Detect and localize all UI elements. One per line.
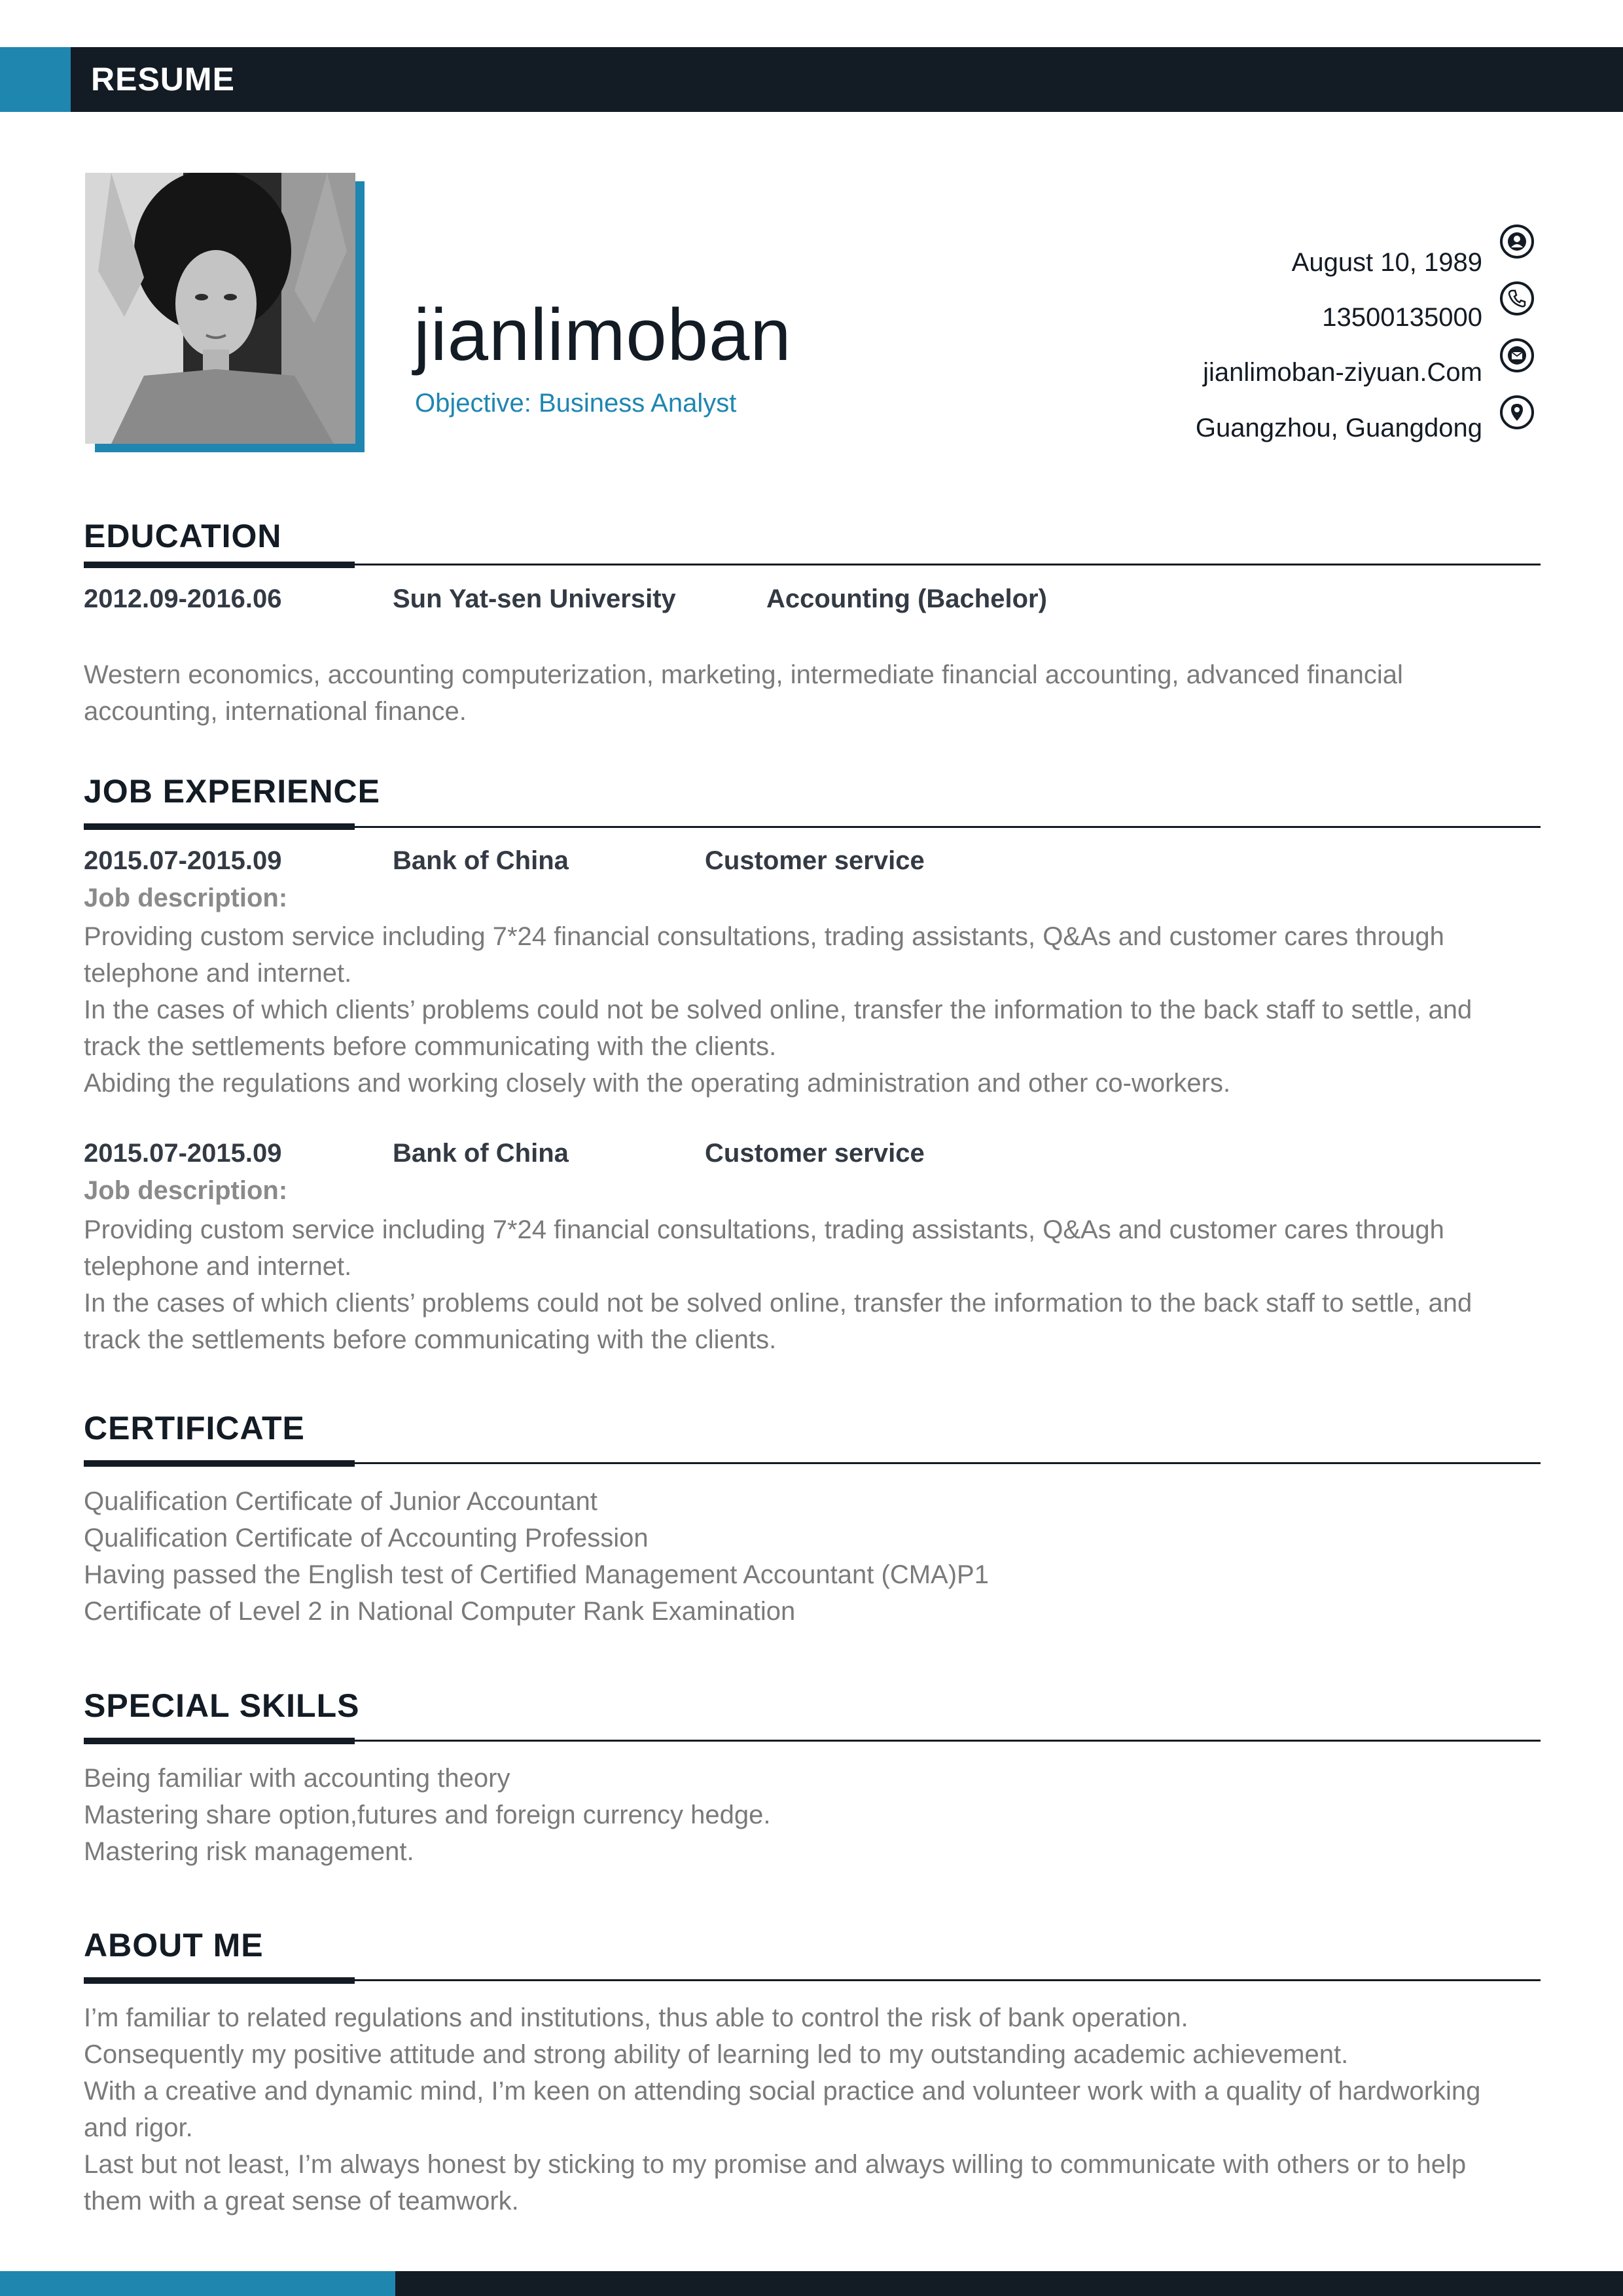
skill-item: Mastering risk management. xyxy=(84,1837,414,1866)
contact-birthday: August 10, 1989 xyxy=(1291,248,1482,277)
job-role: Customer service xyxy=(705,846,925,875)
job-period: 2015.07-2015.09 xyxy=(84,1139,282,1168)
job-role: Customer service xyxy=(705,1139,925,1168)
about-heading: ABOUT ME xyxy=(84,1927,264,1964)
education-school: Sun Yat-sen University xyxy=(393,584,676,613)
about-line: Consequently my positive attitude and strong ability of learning led to my outstanding academic achievement. xyxy=(84,2040,1349,2069)
profile-photo xyxy=(85,173,355,444)
education-courses: Western economics, accounting computerization, marketing, intermediate financial accounting, advanced financial accounting, international finance. xyxy=(84,660,1403,726)
about-line: I’m familiar to related regulations and institutions, thus able to control the risk of bank operation. xyxy=(84,2003,1188,2032)
job-description-line: Providing custom service including 7*24 financial consultations, trading assistants, Q&As and customer cares through telephone and internet. xyxy=(84,922,1444,988)
job-description-label: Job description: xyxy=(84,1176,288,1205)
footer-bar xyxy=(0,2271,1623,2296)
section-divider-accent xyxy=(84,823,355,830)
job-description-line: Providing custom service including 7*24 financial consultations, trading assistants, Q&As and customer cares through telephone and internet. xyxy=(84,1215,1444,1281)
header-banner xyxy=(0,47,1623,112)
education-period: 2012.09-2016.06 xyxy=(84,584,282,613)
job-description-label: Job description: xyxy=(84,884,288,912)
job-description-line: In the cases of which clients’ problems could not be solved online, transfer the information to the back staff to settle, and track the settlements before communicating with the clients. xyxy=(84,996,1472,1061)
person-icon xyxy=(1500,224,1534,259)
education-major: Accounting (Bachelor) xyxy=(766,584,1047,613)
section-divider-accent xyxy=(84,1460,355,1467)
certificate-item: Qualification Certificate of Junior Accountant xyxy=(84,1487,597,1516)
experience-heading: JOB EXPERIENCE xyxy=(84,773,381,810)
contact-phone: 13500135000 xyxy=(1322,303,1482,332)
section-divider-accent xyxy=(84,1977,355,1984)
job-company: Bank of China xyxy=(393,1139,569,1168)
resume-title: RESUME xyxy=(91,61,235,98)
job-description-line: Abiding the regulations and working closely with the operating administration and other co-workers. xyxy=(84,1069,1231,1098)
section-divider-accent xyxy=(84,562,355,568)
certificate-item: Having passed the English test of Certified Management Accountant (CMA)P1 xyxy=(84,1560,989,1589)
skills-heading: SPECIAL SKILLS xyxy=(84,1687,360,1724)
about-line: Last but not least, I’m always honest by sticking to my promise and always willing to communicate with others or to help them with a great sense of teamwork. xyxy=(84,2150,1467,2215)
location-pin-icon xyxy=(1500,395,1534,429)
job-period: 2015.07-2015.09 xyxy=(84,846,282,875)
banner-accent-block xyxy=(0,47,71,112)
phone-icon xyxy=(1500,281,1534,315)
certificate-item: Certificate of Level 2 in National Computer Rank Examination xyxy=(84,1597,796,1626)
contact-location: Guangzhou, Guangdong xyxy=(1195,414,1482,442)
certificate-heading: CERTIFICATE xyxy=(84,1410,305,1446)
education-heading: EDUCATION xyxy=(84,518,282,554)
job-company: Bank of China xyxy=(393,846,569,875)
contact-email: jianlimoban-ziyuan.Com xyxy=(1203,358,1482,387)
footer-accent-block xyxy=(0,2271,395,2296)
candidate-name: jianlimoban xyxy=(414,294,792,376)
certificate-item: Qualification Certificate of Accounting Profession xyxy=(84,1524,649,1552)
section-divider-accent xyxy=(84,1738,355,1744)
skill-item: Mastering share option,futures and foreign currency hedge. xyxy=(84,1801,771,1829)
skill-item: Being familiar with accounting theory xyxy=(84,1764,510,1793)
objective-text: Objective: Business Analyst xyxy=(415,389,737,418)
job-description-line: In the cases of which clients’ problems could not be solved online, transfer the information to the back staff to settle, and track the settlements before communicating with the clients. xyxy=(84,1289,1472,1354)
about-line: With a creative and dynamic mind, I’m keen on attending social practice and volunteer work with a quality of hardworking and rigor. xyxy=(84,2077,1481,2142)
mail-icon xyxy=(1500,338,1534,372)
